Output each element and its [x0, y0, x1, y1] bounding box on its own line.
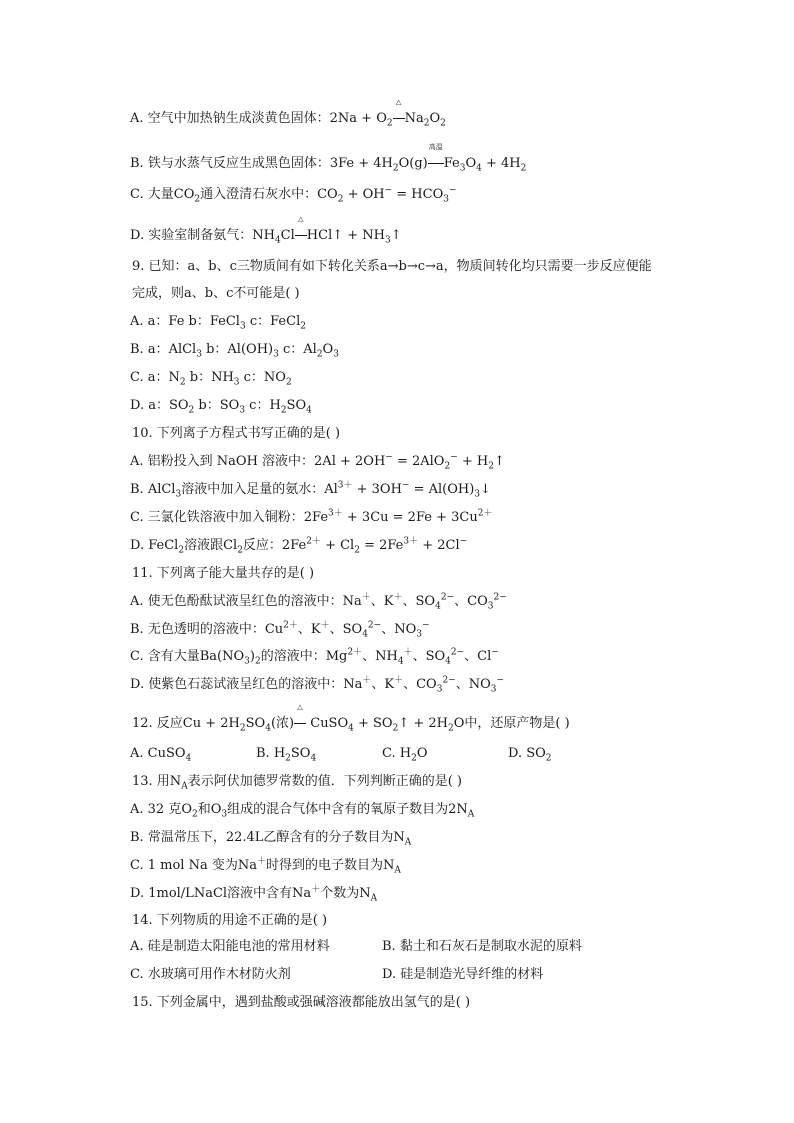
q10-stem: 10. 下列离子方程式书写正确的是( )	[132, 426, 341, 441]
heat-condition: △	[393, 109, 405, 129]
q11-stem: 11. 下列离子能大量共存的是( )	[132, 566, 315, 581]
q8-option-a: A. 空气中加热钠生成淡黄色固体：$2Na + O_2$ △ $Na_2O_2$	[130, 98, 446, 129]
q13-stem: 13. 用$N_A$表示阿伏加德罗常数的值．下列判断正确的是( )	[132, 774, 462, 792]
q13-option-a: A. 32 克$O_2$和$O_3$组成的混合气体中含有的氧原子数目为$2N_A$	[130, 802, 475, 820]
q14-options-row1	[130, 937, 582, 957]
q12-option-d: D. $SO_2$	[508, 746, 552, 764]
q12-option-a: A. CuSO$_4$	[130, 746, 192, 764]
q11-option-a: A. 使无色酚酞试液呈红色的溶液中：Na＋、K＋、$SO_4^{2-}$、$CO_3^{2-}$	[130, 592, 507, 612]
q14-option-c: C. 水玻璃可用作木材防火剂	[130, 967, 291, 982]
q8-option-d: D. 实验室制备氨气：$NH_4Cl$ △ HCl↑ + $NH_3↑$	[130, 215, 402, 246]
q8-option-c: C. 大量$CO_2$通入澄清石灰水中：$CO_2 + OH^- = HCO_3^-$	[130, 185, 457, 205]
q9-stem-cont: 完成，则a、b、c不可能是( )	[132, 286, 300, 301]
q10-option-c: C. 三氯化铁溶液中加入铜粉：$2Fe^{3+} + 3Cu = 2Fe + 3Cu^{2+}$	[130, 508, 493, 525]
q10-option-a: A. 铝粉投入到 NaOH 溶液中：$2Al + 2OH^- = 2AlO_2^- + H_2↑$	[130, 452, 505, 472]
q10-option-b: B. AlCl$_3$溶液中加入足量的氨水：$Al^{3+} + 3OH^-$ = $Al(OH)_3↓$	[130, 480, 491, 500]
q14-stem: 14. 下列物质的用途不正确的是( )	[132, 913, 328, 928]
q12-option-b: B. $H_2SO_4$	[256, 746, 317, 764]
q14-option-a: A. 硅是制造太阳能电池的常用材料	[130, 939, 330, 954]
q12-stem: 12. 反应$Cu + 2H_2SO_4$(浓) △ CuSO$_4$ + $SO_2↑ + 2H_2O$中，还原产物是( )	[132, 703, 570, 734]
q14-option-b: B. 黏土和石灰石是制取水泥的原料	[382, 939, 582, 954]
q14-option-d: D. 硅是制造光导纤维的材料	[382, 967, 544, 982]
q11-option-d: D. 使紫色石蕊试液呈红色的溶液中：Na＋、K＋、$CO_3^{2-}$、$NO_3^-$	[130, 675, 505, 695]
q14-options-row2	[130, 965, 543, 985]
q11-option-b: B. 无色透明的溶液中：$Cu^{2+}$、K＋、$SO_4^{2-}$、$NO_3^-$	[130, 620, 430, 640]
q9-option-b: B. a：AlCl$_3$ b：$Al(OH)_3$ c：$Al_2O_3$	[130, 342, 339, 360]
q12-option-c: C. $H_2O$	[382, 746, 428, 764]
q10-option-d: D. FeCl$_2$溶液跟$Cl_2$反应：$2Fe^{2+} + Cl_2 = 2Fe^{3+} + 2Cl^-$	[130, 536, 468, 556]
q9-stem: 9. 已知：a、b、c三物质间有如下转化关系a→b→c→a，物质间转化均只需要一步反应便能	[132, 259, 652, 274]
q13-option-b: B. 常温常压下，22.4L乙醇含有的分子数目为$N_A$	[130, 830, 412, 848]
q9-option-a: A. a：Fe b：FeCl$_3$ c：FeCl$_2$	[130, 314, 306, 332]
q12-options	[130, 744, 552, 764]
heat-condition: △	[295, 226, 307, 246]
q8-option-b: B. 铁与水蒸气反应生成黑色固体：$3Fe + 4H_2O(g)$ 高温 $Fe_3O_4 + 4H_2$	[130, 143, 527, 174]
q13-option-d: D. 1mol/LNaCl溶液中含有Na＋个数为$N_A$	[130, 884, 378, 904]
heat-condition: △	[294, 714, 306, 734]
q9-option-c: C. a：$N_2$ b：$NH_3$ c：$NO_2$	[130, 370, 292, 388]
q9-option-d: D. a：$SO_2$ b：$SO_3$ c：$H_2SO_4$	[130, 398, 312, 416]
q11-option-c: C. 含有大量$Ba(NO_3)_2$的溶液中：$Mg^{2+}$、$NH_4^+$、$SO_4^{2-}$、Cl−	[130, 647, 499, 667]
q13-option-c: C. 1 mol Na 变为Na＋时得到的电子数目为$N_A$	[130, 856, 401, 876]
high-temp-condition: 高温	[428, 154, 444, 174]
q15-stem: 15. 下列金属中，遇到盐酸或强碱溶液都能放出氢气的是( )	[132, 995, 471, 1010]
